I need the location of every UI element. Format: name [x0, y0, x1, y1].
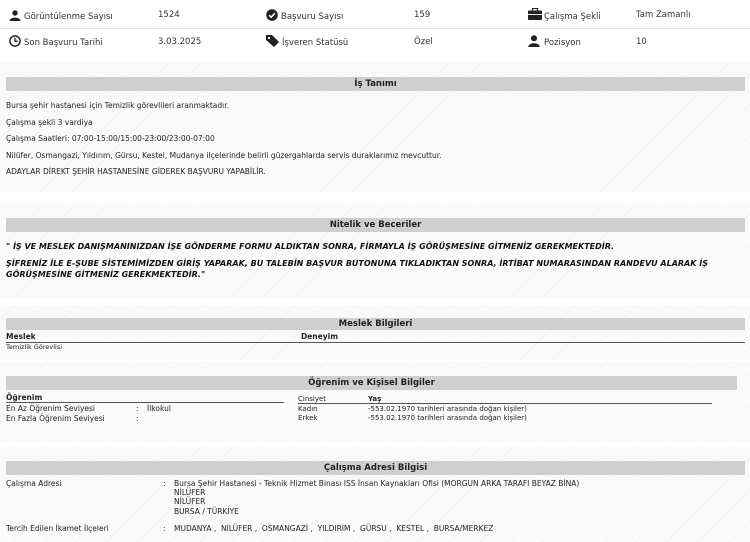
- profession-col-meslek: Meslek: [6, 332, 36, 341]
- user-icon: [528, 35, 540, 49]
- position-label: Pozisyon: [544, 38, 581, 48]
- views-label: Görüntülenme Sayısı: [24, 12, 113, 22]
- profession-section: [0, 305, 750, 360]
- job-line-2: Çalışma şekli 3 vardiya: [6, 118, 93, 127]
- check-circle-icon: [266, 9, 278, 23]
- address-line-2: NİLÜFER: [174, 488, 206, 497]
- deadline-value: 3.03.2025: [158, 37, 202, 47]
- address-title: Çalışma Adresi Bilgisi: [6, 461, 745, 475]
- education-title: Öğrenim ve Kişisel Bilgiler: [6, 376, 737, 390]
- applications-value: 159: [414, 10, 431, 20]
- position-value: 10: [636, 37, 647, 47]
- skills-title: Nitelik ve Beceriler: [6, 218, 745, 232]
- profession-title: Meslek Bilgileri: [6, 318, 745, 330]
- education-age-2: -553.02.1970 tarihleri arasında doğan kişiler): [368, 414, 527, 422]
- education-min-value: İlkokul: [147, 404, 171, 413]
- stats-row-1: [0, 2, 750, 28]
- address-line-4: BURSA / TÜRKİYE: [174, 507, 239, 516]
- education-col-cinsiyet: Cinsiyet: [298, 395, 327, 403]
- job-line-1: Bursa şehir hastanesi için Temizlik görevlileri aranmaktadır.: [6, 101, 229, 110]
- employer-label: İşveren Statüsü: [282, 38, 349, 48]
- skills-line-1: " İŞ VE MESLEK DANIŞMANINIZDAN İŞE GÖNDERME FORMU ALDIKTAN SONRA, FİRMAYLA İŞ GÖRÜŞMESİNE GİTMENİZ GEREKMEKTEDİR.: [6, 242, 615, 251]
- tag-icon: [266, 35, 280, 49]
- job-line-5: ADAYLAR DİREKT ŞEHİR HASTANESİNE GİDEREK BAŞVURU YAPABİLİR.: [6, 167, 266, 176]
- education-age-1: -553.02.1970 tarihleri arasında doğan kişiler): [368, 405, 527, 413]
- deadline-label: Son Başvuru Tarihi: [24, 38, 103, 48]
- profession-col-deneyim: Deneyim: [301, 332, 339, 341]
- stats-row-2: [0, 29, 750, 55]
- address-line-3: NİLÜFER: [174, 497, 206, 506]
- education-max-colon: :: [136, 414, 139, 423]
- work-type-value: Tam Zamanlı: [636, 10, 691, 20]
- education-left-rule: [6, 402, 284, 403]
- applications-label: Başvuru Sayısı: [281, 12, 344, 22]
- employer-value: Özel: [414, 37, 433, 47]
- views-value: 1524: [158, 10, 180, 20]
- job-description-title: İş Tanımı: [6, 77, 745, 91]
- profession-header-rule: [6, 342, 745, 343]
- briefcase-icon: [528, 8, 542, 22]
- address-colon: :: [163, 479, 166, 488]
- users-icon: [9, 10, 21, 23]
- clock-icon: [9, 35, 21, 49]
- skills-line-2: ŞİFRENİZ İLE E-ŞUBE SİSTEMİMİZDEN GİRİŞ YAPARAK, BU TALEBİN BAŞVUR BUTONUNA TIKLADIKTAN SONRA, İRTİBAT NUMARASINDAN RANDEVU ALARAK İŞ GÖRÜŞMESİNE GİTMENİZ GEREKMEKTEDİR.": [6, 259, 708, 279]
- districts-label: Tercih Edilen İkamet İlçeleri: [6, 524, 109, 533]
- job-line-3: Çalışma Saatleri: 07:00-15:00/15:00-23:00/23:00-07:00: [6, 134, 215, 143]
- education-right-rule: [298, 403, 712, 404]
- districts-value: MUDANYA , NİLÜFER , OSMANGAZİ , YILDIRIM , GÜRSU , KESTEL , BURSA/MERKEZ: [174, 524, 494, 533]
- districts-colon: :: [163, 524, 166, 533]
- education-min-label: En Az Öğrenim Seviyesi: [6, 404, 95, 413]
- education-max-label: En Fazla Öğrenim Seviyesi: [6, 414, 105, 423]
- job-line-4: Nilüfer, Osmangazi, Yıldırım, Gürsu, Kestel, Mudanya ilçelerinde belirli güzergahlarda servis duraklarımız mevcuttur.: [6, 151, 442, 160]
- work-type-label: Çalışma Şekli: [544, 12, 601, 22]
- profession-meslek-value: Temizlik Görevlisi: [6, 343, 63, 351]
- education-gender-2: Erkek: [298, 414, 318, 422]
- address-label: Çalışma Adresi: [6, 479, 62, 488]
- address-line-1: Bursa Şehir Hastanesi - Teknik Hizmet Binası ISS İnsan Kaynakları Ofisi (MORGUN ARKA TARAFI BEYAZ BİNA): [174, 479, 580, 488]
- education-col-ogrenim: Öğrenim: [6, 393, 43, 402]
- education-gender-1: Kadın: [298, 405, 318, 413]
- education-col-yas: Yaş: [368, 395, 382, 403]
- education-min-colon: :: [136, 404, 139, 413]
